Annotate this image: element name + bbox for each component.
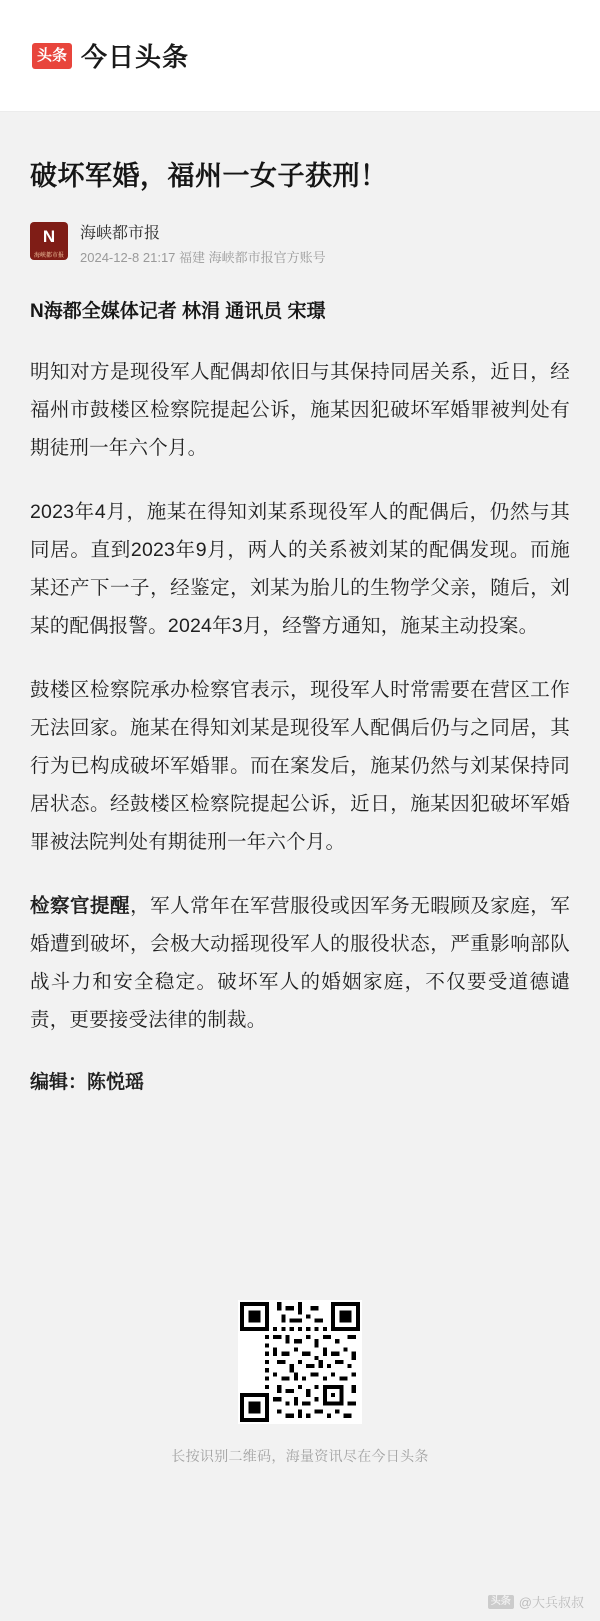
article-lead: N海都全媒体记者 林涓 通讯员 宋璟 <box>30 301 326 323</box>
watermark-logo-icon: 头条 <box>488 1595 514 1609</box>
brand-name-label: 今日头条 <box>81 42 190 72</box>
article-paragraph-1: 明知对方是现役军人配偶却依旧与其保持同居关系，近日，经福州市鼓楼区检察院提起公诉，施某因犯破坏军婚罪被判处有期徒刑一年六个月。 <box>30 360 570 459</box>
avatar[interactable] <box>30 222 68 260</box>
article-paragraph-reminder <box>30 887 570 1039</box>
article-paragraph-2: 2023年4月，施某在得知刘某系现役军人的配偶后，仍然与其同居。直到2023年9月，两人的关系被刘某的配偶发现。而施某还产下一子，经鉴定，刘某为胎儿的生物学父亲，随后，刘某的配偶报警。2024年3月，经警方通知，施某主动投案。 <box>30 500 570 637</box>
brand-logo[interactable] <box>32 37 189 74</box>
watermark-text: @大兵叔叔 <box>518 1595 584 1610</box>
page-title: 破坏军婚，福州一女子获刑！ <box>30 161 388 191</box>
article-editor: 编辑：陈悦瑶 <box>30 1071 145 1093</box>
avatar-letter: N <box>42 226 56 246</box>
qr-code-icon <box>238 1300 362 1424</box>
source-name[interactable]: 海峡都市报 <box>80 224 161 242</box>
watermark <box>488 1592 584 1611</box>
article-body <box>0 112 600 1264</box>
toutiao-logo-icon: 头条 <box>32 43 72 69</box>
app-header <box>0 0 600 112</box>
qr-footer <box>0 1264 600 1492</box>
reminder-text: ，军人常年在军营服役或因军务无暇顾及家庭，军婚遭到破坏，会极大动摇现役军人的服役状态，严重影响部队战斗力和安全稳定。破坏军人的婚姻家庭，不仅要受道德谴责，更要接受法律的制裁。 <box>30 894 570 1031</box>
byline <box>30 222 570 267</box>
reminder-label: 检察官提醒 <box>30 894 131 917</box>
qr-caption: 长按识别二维码，海量资讯尽在今日头条 <box>171 1448 429 1465</box>
article-meta: 2024-12-8 21:17 福建 海峡都市报官方账号 <box>80 250 326 266</box>
byline-text <box>80 222 326 267</box>
avatar-sub-label: 海峡都市报 <box>33 252 64 259</box>
article-paragraph-3: 鼓楼区检察院承办检察官表示，现役军人时常需要在营区工作无法回家。施某在得知刘某是现役军人配偶后仍与之同居，其行为已构成破坏军婚罪。而在案发后，施某仍然与刘某保持同居状态。经鼓楼区检察院提起公诉，近日，施某因犯破坏军婚罪被法院判处有期徒刑一年六个月。 <box>30 678 570 853</box>
